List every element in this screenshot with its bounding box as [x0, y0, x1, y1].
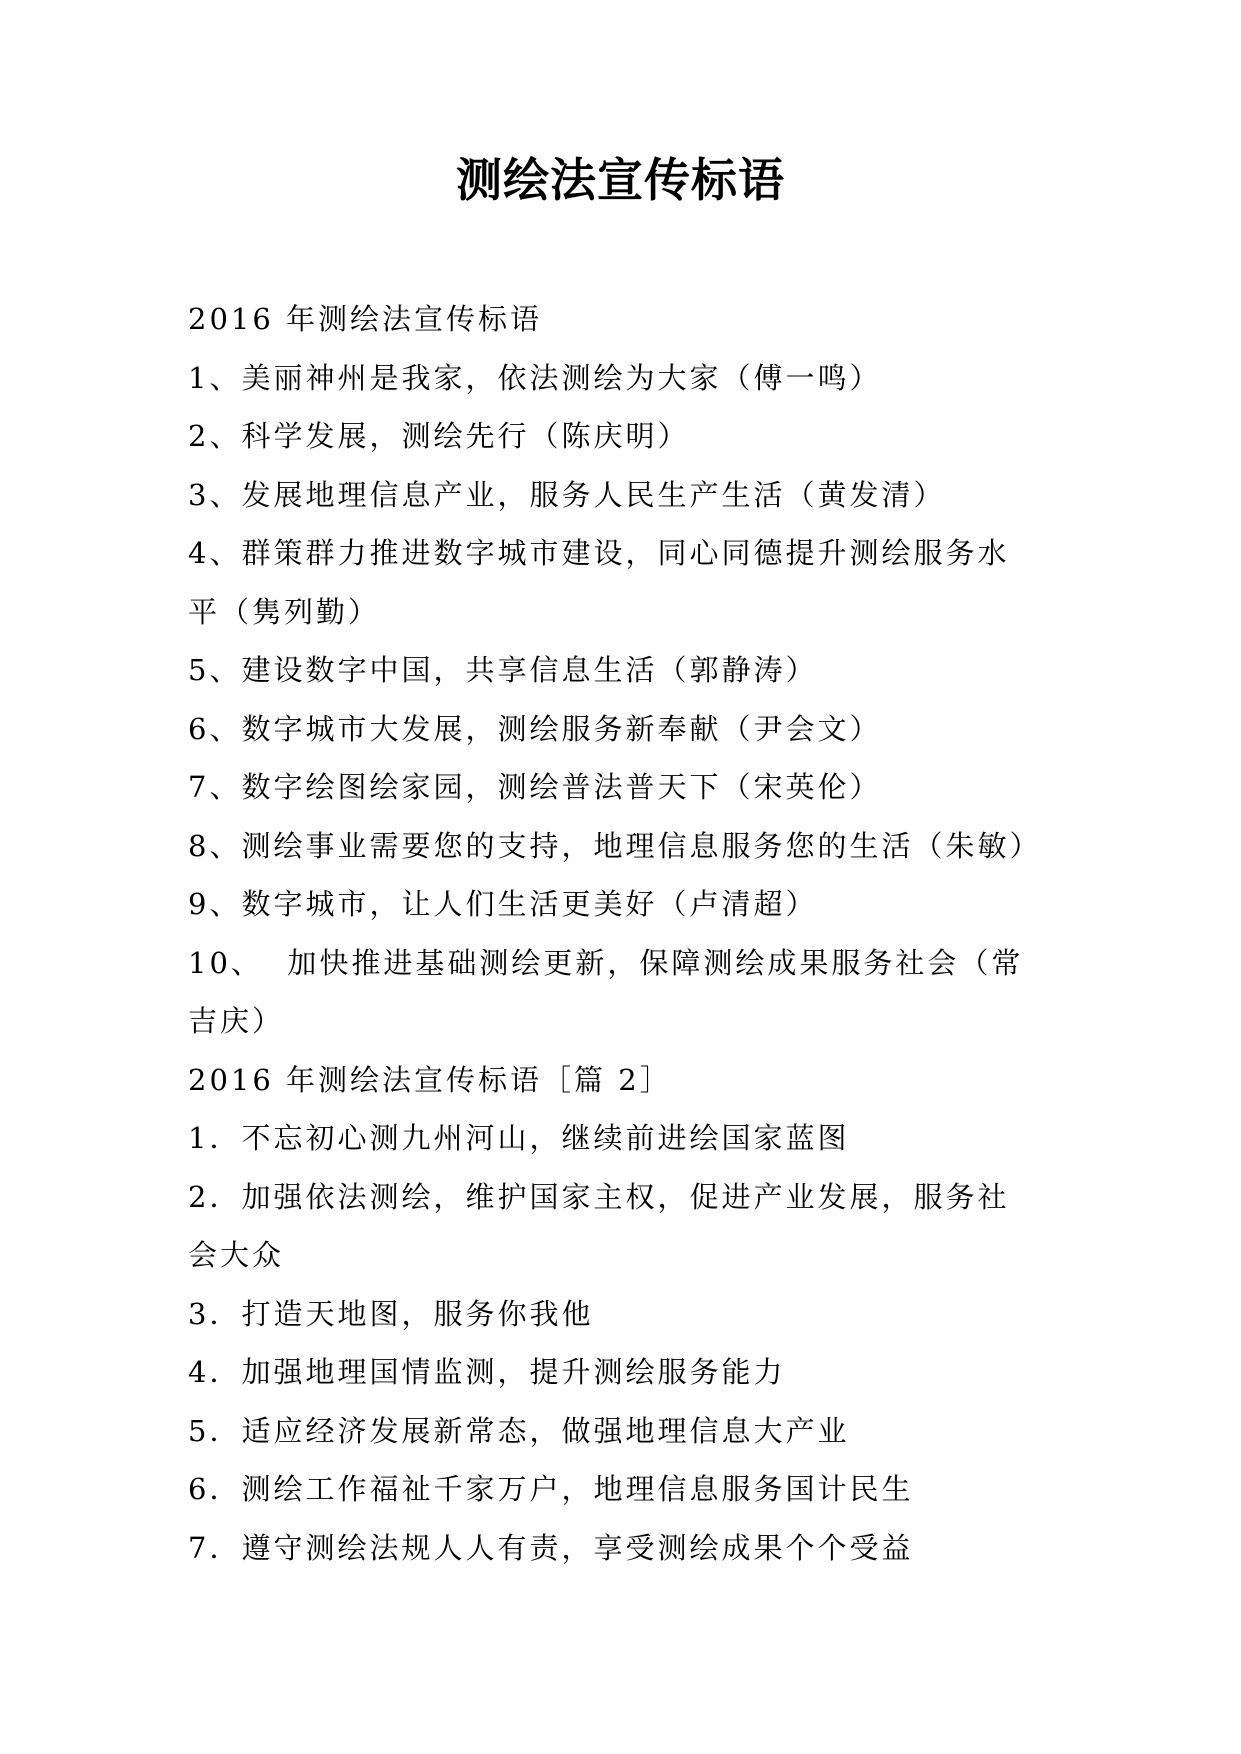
text-line: 3．打造天地图，服务你我他 — [188, 1296, 594, 1331]
text-line: 2、科学发展，测绘先行（陈庆明） — [188, 419, 690, 453]
text-line: 2．加强依法测绘，维护国家主权，促进产业发展，服务社 — [188, 1179, 1010, 1214]
text-line: 平（隽列勤） — [188, 594, 381, 629]
text-line: 4、群策群力推进数字城市建设，同心同德提升测绘服务水 — [188, 536, 1010, 570]
text-line: 5、建设数字中国，共享信息生活（郭静涛） — [188, 653, 818, 687]
text-line: 吉庆） — [188, 1004, 285, 1038]
text-line: 会大众 — [188, 1238, 285, 1272]
text-line: 8、测绘事业需要您的支持，地理信息服务您的生活（朱敏） — [188, 828, 1042, 863]
text-line: 10、 加快推进基础测绘更新，保障测绘成果服务社会（常 — [188, 945, 1024, 980]
text-line: 4．加强地理国情监测，提升测绘服务能力 — [188, 1355, 786, 1389]
text-line: 5．适应经济发展新常态，做强地理信息大产业 — [188, 1413, 850, 1448]
text-line: 1、美丽神州是我家，依法测绘为大家（傅一鸣） — [188, 360, 882, 395]
text-line: 9、数字城市，让人们生活更美好（卢清超） — [188, 887, 818, 921]
text-line: 7．遵守测绘法规人人有责，享受测绘成果个个受益 — [188, 1530, 914, 1565]
document-title: 测绘法宣传标语 — [456, 153, 785, 207]
text-line: 6．测绘工作福祉千家万户，地理信息服务国计民生 — [188, 1472, 914, 1506]
text-line: 6、数字城市大发展，测绘服务新奉献（尹会文） — [188, 711, 882, 746]
text-line: 3、发展地理信息产业，服务人民生产生活（黄发清） — [188, 477, 946, 512]
text-line: 1．不忘初心测九州河山，继续前进绘国家蓝图 — [188, 1121, 850, 1155]
text-line: 2016 年测绘法宣传标语 — [188, 302, 543, 336]
text-line: 2016 年测绘法宣传标语［篇 2］ — [188, 1062, 672, 1097]
document-body — [188, 290, 1078, 1577]
text-line: 7、数字绘图绘家园，测绘普法普天下（宋英伦） — [188, 770, 882, 804]
